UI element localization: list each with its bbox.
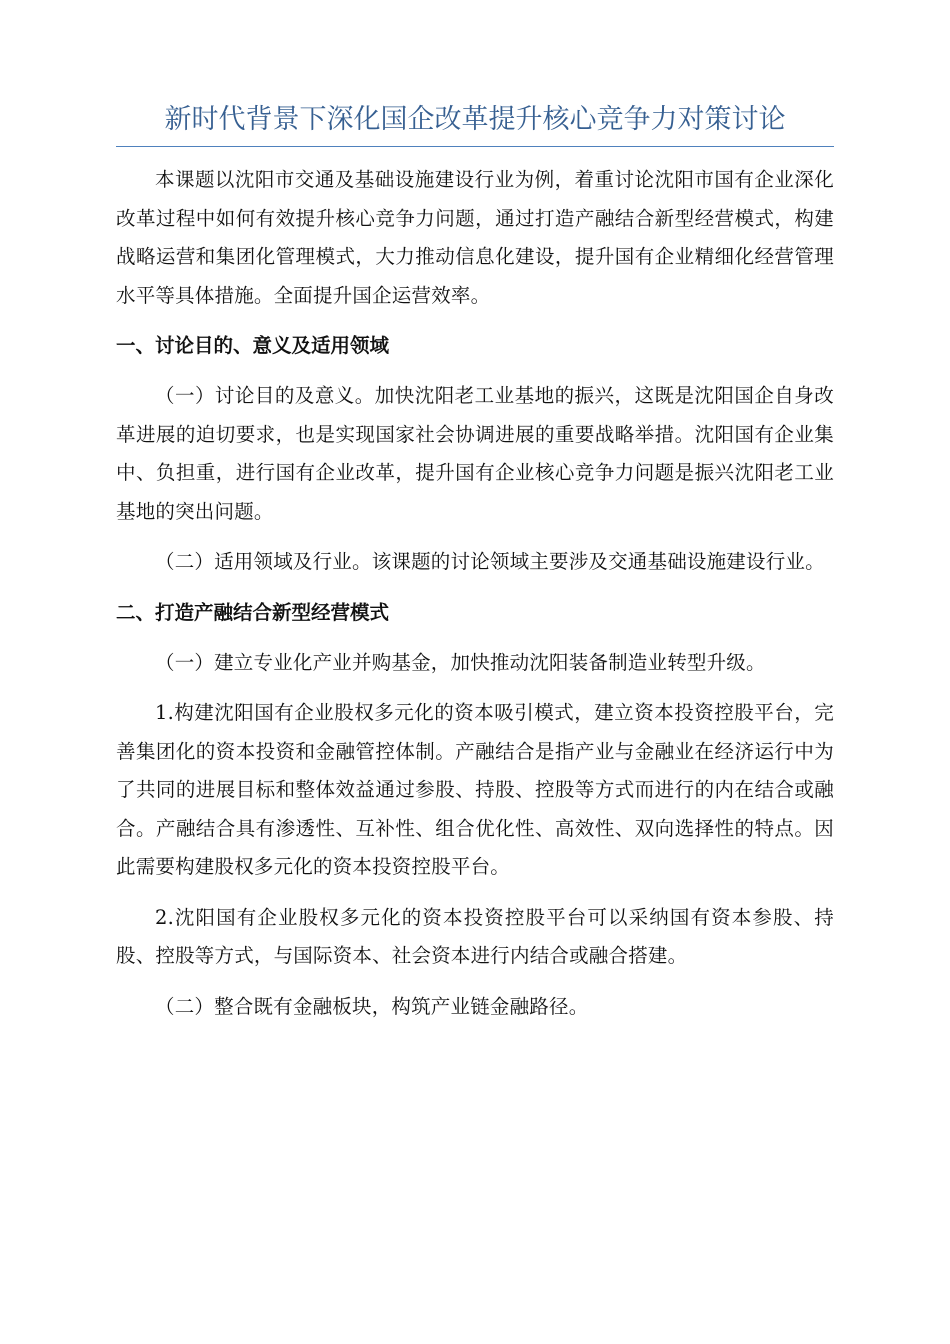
intro-paragraph: 本课题以沈阳市交通及基础设施建设行业为例，着重讨论沈阳市国有企业深化改革过程中如何有效提升核心竞争力问题，通过打造产融结合新型经营模式，构建战略运营和集团化管理模式，大力推动信息化建设，提升国有企业精细化经营管理水平等具体措施。全面提升国企运营效率。 — [116, 168, 834, 307]
section2-paragraph-3: 2.沈阳国有企业股权多元化的资本投资控股平台可以采纳国有资本参股、持股、控股等方式，与国际资本、社会资本进行内结合或融合搭建。 — [116, 905, 834, 967]
section1-paragraph-1: （一）讨论目的及意义。加快沈阳老工业基地的振兴，这既是沈阳国企自身改革进展的迫切要求，也是实现国家社会协调进展的重要战略举措。沈阳国有企业集中、负担重，进行国有企业改革，提升国有企业核心竞争力问题是振兴沈阳老工业基地的突出问题。 — [116, 384, 834, 523]
section-heading-1: 一、讨论目的、意义及适用领域 — [116, 334, 390, 357]
section2-paragraph-4: （二）整合既有金融板块，构筑产业链金融路径。 — [155, 994, 589, 1018]
section-heading-2: 二、打造产融结合新型经营模式 — [116, 600, 390, 624]
section1-paragraph-2: （二）适用领域及行业。该课题的讨论领域主要涉及交通基础设施建设行业。 — [155, 550, 825, 573]
section2-paragraph-1: （一）建立专业化产业并购基金，加快推动沈阳装备制造业转型升级。 — [155, 650, 766, 674]
document-page — [116, 100, 834, 1038]
document-title: 新时代背景下深化国企改革提升核心竞争力对策讨论 — [116, 100, 834, 147]
section2-paragraph-2: 1.构建沈阳国有企业股权多元化的资本吸引模式，建立资本投资控股平台，完善集团化的资本投资和金融管控体制。产融结合是指产业与金融业在经济运行中为了共同的进展目标和整体效益通过参股、持股、控股等方式而进行的内在结合或融合。产融结合具有渗透性、互补性、组合优化性、高效性、双向选择性的特点。因此需要构建股权多元化的资本投资控股平台。 — [116, 701, 834, 878]
